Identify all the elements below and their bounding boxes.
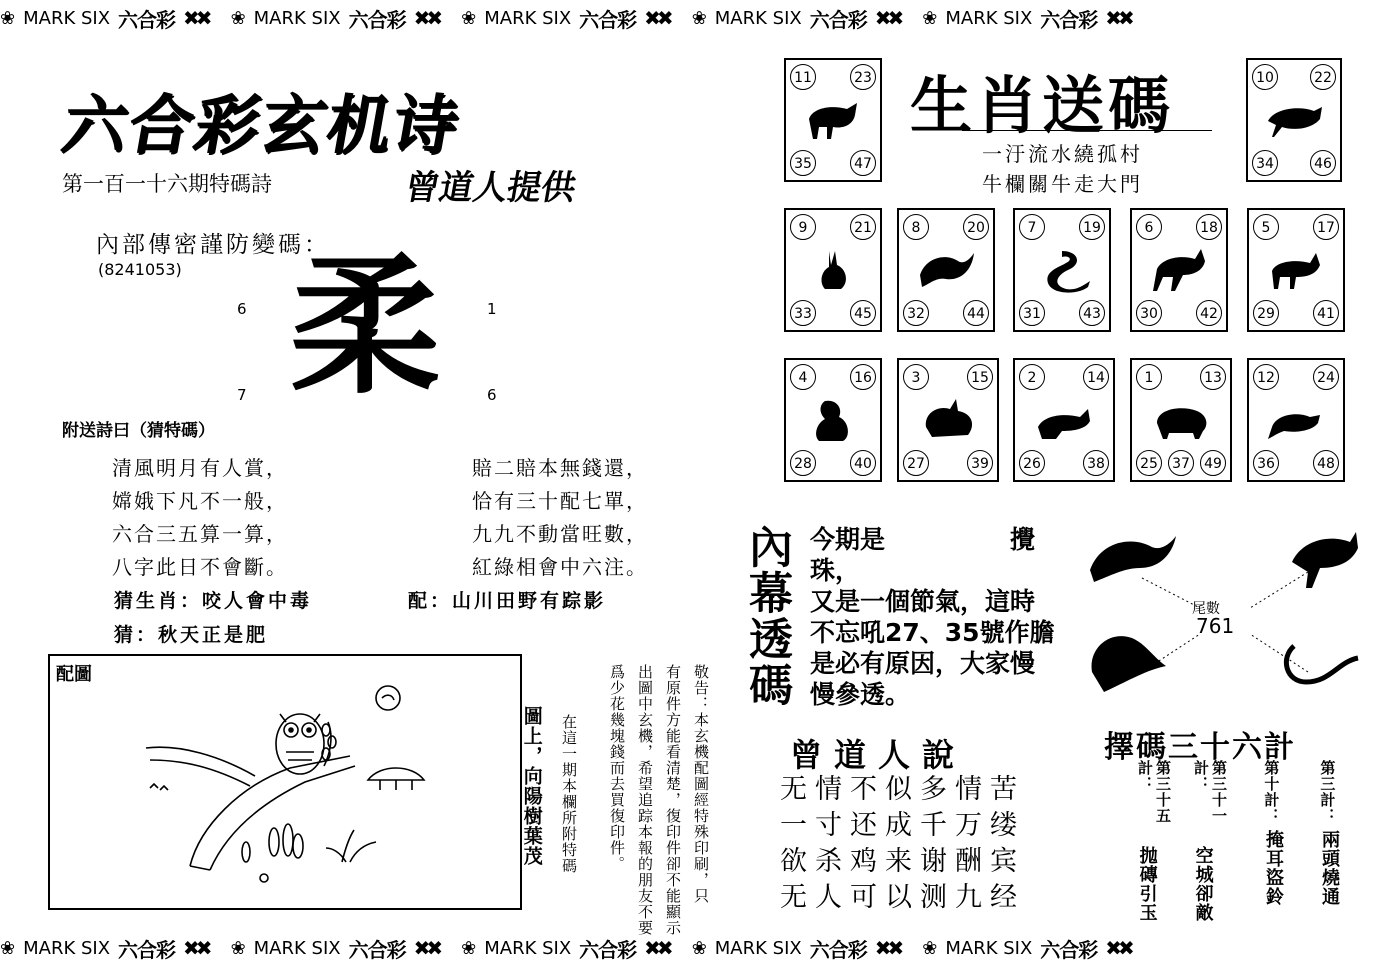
zodiac-number: 24	[1313, 364, 1339, 390]
inside-line: 不忘吼27、35號作膽	[810, 618, 1055, 647]
goat-icon	[1266, 247, 1326, 293]
dragon-icon	[1090, 536, 1176, 582]
brand-text: MARK SIX	[253, 937, 341, 959]
banner-unit	[0, 4, 217, 33]
zodiac-box	[897, 358, 999, 482]
saying-line: 欲杀鸡来谢酬宾	[780, 846, 1025, 877]
zodiac-box	[784, 58, 882, 182]
zodiac-number: 12	[1253, 364, 1279, 390]
inside-line: 又是一個節氣，這時	[810, 587, 1036, 616]
strategy-body: 空城卻敵	[1192, 846, 1214, 922]
brand-text: MARK SIX	[714, 937, 802, 959]
logo-text: 六合彩	[118, 937, 176, 962]
strategy-head: 第三計：	[1318, 760, 1337, 824]
rooster-icon	[1092, 636, 1166, 692]
banner-unit	[231, 934, 448, 963]
flower-icon: ❀	[922, 937, 938, 959]
monkey-icon	[803, 397, 863, 443]
saying-line: 一寸还成千万缕	[780, 810, 1025, 841]
zodiac-number: 45	[850, 300, 876, 326]
horse-icon	[1292, 532, 1358, 588]
zodiac-number: 21	[850, 214, 876, 240]
strategy-col	[1262, 760, 1284, 906]
logo-text: 六合彩	[118, 7, 176, 32]
banner-unit	[922, 934, 1139, 963]
zodiac-number: 33	[790, 300, 816, 326]
zodiac-box	[1247, 358, 1345, 482]
pig-icon	[1151, 397, 1211, 443]
strategy-head: 第三十一計：	[1192, 760, 1228, 824]
banner-unit	[231, 4, 448, 33]
brand-text: MARK SIX	[253, 7, 341, 29]
strategy-head: 第十計：	[1262, 760, 1281, 824]
zodiac-number: 19	[1079, 214, 1105, 240]
zodiac-number: 13	[1200, 364, 1226, 390]
zodiac-number: 7	[1019, 214, 1045, 240]
snake-icon	[1032, 247, 1092, 293]
banner-unit	[692, 4, 909, 33]
zodiac-number: 32	[903, 300, 929, 326]
bottom-banner	[0, 932, 1391, 964]
strategy-col	[1192, 760, 1228, 922]
zodiac-number: 2	[1019, 364, 1045, 390]
zodiac-number: 28	[790, 450, 816, 476]
zodiac-box	[784, 208, 882, 332]
logo-text: 六合彩	[348, 7, 406, 32]
zodiac-number: 15	[967, 364, 993, 390]
guess-row	[114, 620, 268, 647]
saying-line: 无情不似多情苦	[780, 774, 1025, 805]
flower-icon: ❀	[0, 937, 16, 959]
logo-text: 六合彩	[348, 937, 406, 962]
flower-icon: ❀	[230, 7, 246, 29]
rooster-icon	[918, 397, 978, 443]
zodiac-box	[1130, 358, 1232, 482]
credit: 曾道人提供	[401, 168, 579, 208]
zodiac-number: 41	[1313, 300, 1339, 326]
zodiac-number: 22	[1310, 64, 1336, 90]
dog-icon	[1034, 397, 1094, 443]
banner-unit	[922, 4, 1139, 33]
brand-text: MARK SIX	[23, 937, 111, 959]
top-banner	[0, 2, 1391, 34]
issue-line: 第一百一十六期特碼詩	[62, 172, 272, 196]
picture-box	[48, 654, 522, 910]
zodiac-number: 39	[967, 450, 993, 476]
guess-value: 秋天正是肥	[158, 624, 269, 646]
zodiac-number: 31	[1019, 300, 1045, 326]
zodiac-number: 10	[1252, 64, 1278, 90]
poem-heading: 附送詩曰（猜特碼）	[62, 421, 215, 441]
notice-col-3: 爲少花幾塊錢而去買復印件。	[608, 664, 626, 872]
zodiac-number: 36	[1253, 450, 1279, 476]
zodiac-number: 37	[1168, 450, 1194, 476]
flower-icon: ❀	[691, 7, 707, 29]
logo-text: 六合彩	[579, 7, 637, 32]
zodiac-number: 48	[1313, 450, 1339, 476]
zodiac-number: 25	[1136, 450, 1162, 476]
zodiac-number: 14	[1083, 364, 1109, 390]
saying-title: 曾道人說	[790, 736, 967, 774]
notice-col-2: 圖上，向陽樹葉茂	[520, 706, 543, 866]
inside-line: 是必有原因，大家慢	[810, 649, 1036, 678]
zodiac-box	[1246, 58, 1342, 182]
inside-line: 今期是 攪	[810, 525, 1036, 554]
poem-line: 恰有三十配七單，	[472, 489, 648, 513]
guess-zodiac-row	[114, 586, 312, 613]
poem-line: 賠二賠本無錢還，	[472, 456, 648, 480]
zodiac-number: 8	[903, 214, 929, 240]
zodiac-number: 38	[1083, 450, 1109, 476]
logo-text: 六合彩	[809, 937, 867, 962]
bowtie-icon: ✖✖	[644, 6, 670, 30]
snake-icon	[1286, 646, 1358, 682]
notice-col-4: 出圖中玄機，希望追踪本報的朋友不要	[636, 664, 654, 936]
rabbit-icon	[803, 247, 863, 293]
flower-icon: ❀	[230, 937, 246, 959]
zodiac-number: 47	[850, 150, 876, 176]
horse-icon	[1149, 247, 1209, 293]
zodiac-box	[1013, 358, 1115, 482]
poem-line: 九九不動當旺數，	[472, 522, 648, 546]
zodiac-number: 11	[790, 64, 816, 90]
bowtie-icon: ✖✖	[413, 936, 440, 960]
inside-label: 內幕透碼	[741, 524, 792, 708]
bowtie-icon: ✖✖	[183, 936, 209, 960]
zodiac-number: 40	[850, 450, 876, 476]
inside-text	[810, 524, 1055, 710]
banner-unit	[461, 934, 678, 963]
poem-left	[112, 452, 288, 584]
bowtie-icon: ✖✖	[874, 936, 901, 960]
poem-right	[472, 452, 648, 584]
rat-icon	[1266, 397, 1326, 443]
main-title: 六合彩玄机诗	[56, 89, 466, 163]
zodiac-number: 29	[1253, 300, 1279, 326]
tail-value: 761	[1196, 614, 1235, 638]
flower-icon: ❀	[461, 937, 477, 959]
strategy-title: 擇碼三十六計	[1104, 730, 1296, 765]
zodiac-number: 46	[1310, 150, 1336, 176]
saying-text	[780, 772, 1025, 916]
zodiac-verse-1: 一汙流水繞孤村	[982, 142, 1143, 166]
logo-text: 六合彩	[809, 7, 867, 32]
zodiac-number: 49	[1200, 450, 1226, 476]
guess-label: 猜：	[114, 624, 159, 646]
zodiac-number: 26	[1019, 450, 1045, 476]
poem-line: 六合三五算一算，	[112, 522, 288, 546]
poem-line: 八字此日不會斷。	[112, 555, 288, 579]
brand-text: MARK SIX	[23, 7, 111, 29]
zodiac-number: 9	[790, 214, 816, 240]
notice-col-5: 有原件方能看清楚，復印件卻不能顯示	[664, 664, 682, 936]
zodiac-box	[897, 208, 995, 332]
brand-text: MARK SIX	[945, 937, 1033, 959]
bowtie-icon: ✖✖	[183, 6, 209, 30]
corner-number-bl: 7	[237, 386, 247, 404]
zodiac-box	[1013, 208, 1111, 332]
brand-text: MARK SIX	[484, 7, 572, 29]
strategy-body: 抛磚引玉	[1136, 846, 1158, 922]
bowtie-icon: ✖✖	[644, 936, 670, 960]
owl-tree-drawing	[50, 656, 520, 908]
zodiac-number: 44	[963, 300, 989, 326]
zodiac-number: 42	[1196, 300, 1222, 326]
poem-line: 紅綠相會中六注。	[472, 555, 648, 579]
flower-icon: ❀	[461, 7, 477, 29]
picture-label: 配圖	[56, 664, 92, 685]
zodiac-number: 20	[963, 214, 989, 240]
bowtie-icon: ✖✖	[874, 6, 901, 30]
brand-text: MARK SIX	[714, 7, 802, 29]
poem-line: 嫦娥下凡不一般，	[112, 489, 288, 513]
flower-icon: ❀	[691, 937, 707, 959]
notice-col-6: 敬告：本玄機配圖經特殊印刷，只	[692, 664, 710, 904]
secret-label: 內部傳密謹防變碼：	[96, 232, 330, 258]
banner-unit	[0, 934, 217, 963]
ox-icon	[803, 97, 863, 143]
bowtie-icon: ✖✖	[413, 6, 440, 30]
strategy-body: 兩頭燒通	[1319, 830, 1340, 906]
tail-label: 尾數	[1192, 601, 1220, 617]
corner-number-tr: 1	[487, 300, 497, 318]
flower-icon: ❀	[0, 7, 16, 29]
guess-zodiac-value: 咬人會中毒	[202, 590, 313, 612]
zodiac-number: 34	[1252, 150, 1278, 176]
banner-unit	[461, 4, 678, 33]
poem-line: 清風明月有人賞，	[112, 456, 288, 480]
zodiac-number: 27	[903, 450, 929, 476]
saying-line: 无人可以测九经	[780, 882, 1025, 913]
banner-unit	[692, 934, 909, 963]
zodiac-number: 4	[790, 364, 816, 390]
zodiac-number: 23	[850, 64, 876, 90]
zodiac-number: 18	[1196, 214, 1222, 240]
secret-code: (8241053)	[98, 260, 182, 279]
zodiac-number: 43	[1079, 300, 1105, 326]
zodiac-number: 16	[850, 364, 876, 390]
strategy-col	[1136, 760, 1172, 922]
strategy-columns	[1104, 760, 1340, 920]
brand-text: MARK SIX	[484, 937, 572, 959]
dragon-icon	[916, 247, 976, 293]
strategy-head: 第三十五計：	[1136, 760, 1172, 824]
corner-number-tl: 6	[237, 300, 247, 318]
logo-text: 六合彩	[579, 937, 637, 962]
tail-animals	[1080, 522, 1370, 702]
inside-line: 慢參透。	[810, 680, 911, 709]
zodiac-number: 30	[1136, 300, 1162, 326]
zodiac-number: 3	[903, 364, 929, 390]
zodiac-box	[1130, 208, 1228, 332]
logo-text: 六合彩	[1040, 7, 1098, 32]
strategy-col	[1318, 760, 1340, 906]
brand-text: MARK SIX	[945, 7, 1033, 29]
zodiac-number: 1	[1136, 364, 1162, 390]
zodiac-title: 生肖送碼	[910, 69, 1175, 142]
inside-line: 珠，	[810, 556, 861, 585]
match-label: 配：	[408, 590, 453, 612]
big-character: 柔	[290, 239, 441, 415]
bowtie-icon: ✖✖	[1105, 936, 1131, 960]
notice-col-1: 在這一期本欄所附特碼	[560, 714, 578, 874]
title-rule	[962, 130, 1212, 131]
zodiac-number: 17	[1313, 214, 1339, 240]
tiger-icon	[1264, 97, 1324, 143]
match-value: 山川田野有踪影	[452, 590, 607, 612]
strategy-body: 掩耳盜鈴	[1263, 830, 1284, 906]
zodiac-number: 5	[1253, 214, 1279, 240]
guess-zodiac-label: 猜生肖：	[114, 590, 203, 612]
zodiac-box	[1247, 208, 1345, 332]
corner-number-br: 6	[487, 386, 497, 404]
logo-text: 六合彩	[1040, 937, 1098, 962]
flower-icon: ❀	[922, 7, 938, 29]
zodiac-number: 6	[1136, 214, 1162, 240]
zodiac-box	[784, 358, 882, 482]
zodiac-number: 35	[790, 150, 816, 176]
zodiac-verse-2: 牛欄關牛走大門	[982, 172, 1143, 196]
bowtie-icon: ✖✖	[1105, 6, 1131, 30]
match-row	[408, 586, 606, 613]
